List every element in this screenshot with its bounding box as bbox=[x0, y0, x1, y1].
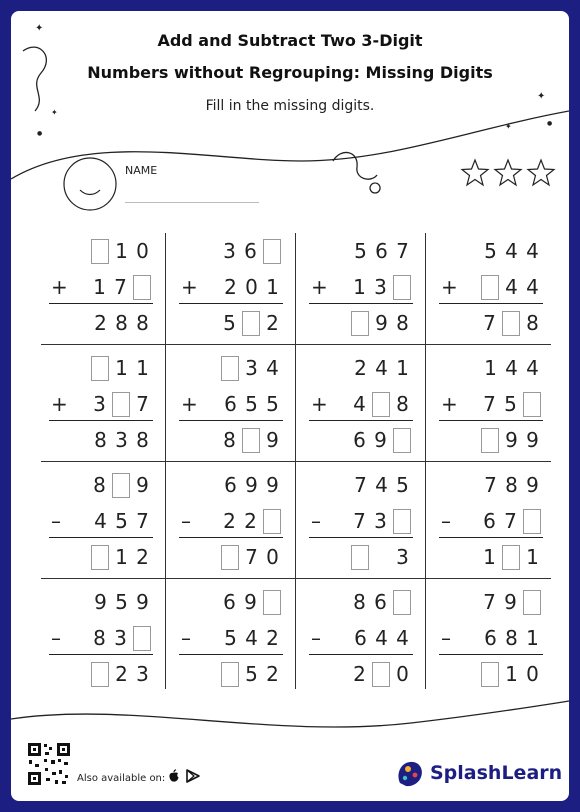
digit: 8 bbox=[93, 473, 106, 497]
result-number bbox=[221, 545, 281, 570]
answer-line bbox=[179, 303, 283, 304]
digit: 3 bbox=[223, 239, 236, 263]
digit: 1 bbox=[483, 545, 496, 569]
missing-digit-box[interactable] bbox=[523, 392, 541, 417]
missing-digit-box[interactable] bbox=[263, 590, 281, 615]
answer-line bbox=[49, 303, 153, 304]
result-number bbox=[481, 662, 541, 687]
digit: 5 bbox=[223, 311, 236, 335]
digit: 7 bbox=[504, 509, 517, 533]
digit: 5 bbox=[484, 239, 497, 263]
title-line-1: Add and Subtract Two 3-Digit bbox=[157, 31, 423, 50]
digit: 6 bbox=[484, 626, 497, 650]
answer-line bbox=[49, 420, 153, 421]
result-number bbox=[91, 662, 151, 687]
operator-sign: + bbox=[311, 275, 328, 299]
digit: 5 bbox=[504, 392, 517, 416]
digit: 9 bbox=[136, 473, 149, 497]
top-number bbox=[91, 239, 151, 264]
missing-digit-box[interactable] bbox=[351, 311, 369, 336]
svg-text:✦: ✦ bbox=[35, 23, 44, 34]
top-number bbox=[481, 590, 541, 615]
digit: 2 bbox=[223, 509, 236, 533]
digit: 8 bbox=[505, 473, 518, 497]
digit: 4 bbox=[526, 356, 539, 380]
digit: 1 bbox=[115, 239, 128, 263]
brand-name: SplashLearn bbox=[430, 762, 563, 784]
digit: 1 bbox=[115, 356, 128, 380]
digit: 9 bbox=[244, 590, 257, 614]
digit: 3 bbox=[115, 428, 128, 452]
digit: 1 bbox=[93, 275, 106, 299]
top-number bbox=[482, 473, 541, 497]
problem-5 bbox=[35, 344, 165, 461]
digit: 6 bbox=[374, 590, 387, 614]
problem-1 bbox=[35, 227, 165, 344]
digit: 4 bbox=[245, 626, 258, 650]
digit: 3 bbox=[245, 356, 258, 380]
digit: 6 bbox=[353, 428, 366, 452]
missing-digit-box[interactable] bbox=[221, 356, 239, 381]
missing-digit-box[interactable] bbox=[393, 509, 411, 534]
operator-sign: – bbox=[441, 509, 451, 533]
operator-sign: + bbox=[181, 392, 198, 416]
bottom-number bbox=[91, 275, 151, 300]
missing-digit-box[interactable] bbox=[112, 392, 130, 417]
problem-6 bbox=[165, 344, 295, 461]
digit: 6 bbox=[224, 473, 237, 497]
digit: 5 bbox=[396, 473, 409, 497]
smiley-face-icon bbox=[62, 156, 118, 212]
digit: 2 bbox=[353, 662, 366, 686]
digit: 5 bbox=[115, 590, 128, 614]
digit: 5 bbox=[245, 392, 258, 416]
result-number bbox=[481, 545, 541, 570]
digit: 7 bbox=[396, 239, 409, 263]
missing-digit-box[interactable] bbox=[523, 509, 541, 534]
digit: 7 bbox=[114, 275, 127, 299]
digit: 8 bbox=[396, 392, 409, 416]
result-number bbox=[221, 428, 281, 453]
top-number bbox=[92, 590, 151, 614]
digit: 7 bbox=[483, 590, 496, 614]
problem-8 bbox=[425, 344, 555, 461]
missing-digit-box[interactable] bbox=[393, 590, 411, 615]
digit: 3 bbox=[136, 662, 149, 686]
top-number bbox=[91, 473, 151, 498]
bottom-number bbox=[91, 626, 151, 651]
digit: 1 bbox=[484, 356, 497, 380]
problem-15 bbox=[295, 578, 425, 695]
digit: 1 bbox=[136, 356, 149, 380]
operator-sign: – bbox=[51, 509, 61, 533]
digit: 9 bbox=[245, 473, 258, 497]
problem-16 bbox=[425, 578, 555, 695]
bottom-number bbox=[481, 275, 541, 300]
digit: 0 bbox=[136, 239, 149, 263]
answer-line bbox=[49, 654, 153, 655]
result-number bbox=[481, 311, 541, 336]
digit: 9 bbox=[504, 590, 517, 614]
missing-digit-box[interactable] bbox=[502, 545, 520, 570]
digit: 8 bbox=[505, 626, 518, 650]
answer-line bbox=[49, 537, 153, 538]
digit: 7 bbox=[483, 311, 496, 335]
bottom-number bbox=[91, 392, 151, 417]
operator-sign: – bbox=[51, 626, 61, 650]
apple-icon bbox=[169, 770, 178, 782]
digit: 9 bbox=[136, 590, 149, 614]
digit: 8 bbox=[136, 428, 149, 452]
bottom-number bbox=[221, 509, 281, 534]
digit: 2 bbox=[266, 311, 279, 335]
problem-12 bbox=[425, 461, 555, 578]
problem-9 bbox=[35, 461, 165, 578]
digit: 2 bbox=[266, 626, 279, 650]
operator-sign: + bbox=[441, 392, 458, 416]
missing-digit-box[interactable] bbox=[221, 662, 239, 687]
digit: 4 bbox=[396, 626, 409, 650]
digit: 6 bbox=[354, 626, 367, 650]
result-number bbox=[92, 311, 151, 335]
digit: 5 bbox=[115, 509, 128, 533]
answer-line bbox=[179, 654, 283, 655]
missing-digit-box[interactable] bbox=[393, 428, 411, 453]
missing-digit-box[interactable] bbox=[112, 473, 130, 498]
answer-line bbox=[179, 537, 283, 538]
digit: 2 bbox=[224, 275, 237, 299]
digit: 3 bbox=[374, 509, 387, 533]
play-store-icon bbox=[187, 770, 199, 782]
digit: 4 bbox=[526, 275, 539, 299]
answer-line bbox=[439, 420, 543, 421]
top-number bbox=[482, 239, 541, 263]
digit: 0 bbox=[266, 545, 279, 569]
available-on-text: Also available on: bbox=[77, 773, 166, 784]
missing-digit-box[interactable] bbox=[242, 428, 260, 453]
top-number bbox=[221, 356, 281, 381]
operator-sign: + bbox=[51, 392, 68, 416]
digit: 7 bbox=[245, 545, 258, 569]
digit: 1 bbox=[526, 545, 539, 569]
result-number bbox=[481, 428, 541, 453]
digit: 7 bbox=[484, 473, 497, 497]
digit: 4 bbox=[375, 626, 388, 650]
digit: 5 bbox=[354, 239, 367, 263]
svg-text:✦: ✦ bbox=[51, 108, 58, 117]
name-field[interactable] bbox=[125, 202, 259, 203]
digit: 4 bbox=[526, 239, 539, 263]
digit: 1 bbox=[115, 545, 128, 569]
problem-2 bbox=[165, 227, 295, 344]
bottom-number bbox=[481, 509, 541, 534]
digit: 6 bbox=[223, 590, 236, 614]
missing-digit-box[interactable] bbox=[133, 275, 151, 300]
answer-line bbox=[309, 654, 413, 655]
problem-14 bbox=[165, 578, 295, 695]
top-number bbox=[482, 356, 541, 380]
missing-digit-box[interactable] bbox=[91, 662, 109, 687]
result-number bbox=[351, 428, 411, 453]
operator-sign: + bbox=[181, 275, 198, 299]
operator-sign: – bbox=[441, 626, 451, 650]
digit: 9 bbox=[526, 473, 539, 497]
digit bbox=[373, 545, 390, 569]
worksheet bbox=[11, 11, 569, 801]
answer-line bbox=[439, 303, 543, 304]
digit: 2 bbox=[266, 662, 279, 686]
digit: 4 bbox=[94, 509, 107, 533]
answer-line bbox=[179, 420, 283, 421]
result-number bbox=[351, 545, 411, 570]
digit: 6 bbox=[375, 239, 388, 263]
digit: 2 bbox=[354, 356, 367, 380]
digit: 7 bbox=[136, 392, 149, 416]
svg-text:✦: ✦ bbox=[505, 122, 512, 131]
digit: 1 bbox=[505, 662, 518, 686]
result-number bbox=[351, 311, 411, 336]
missing-digit-box[interactable] bbox=[372, 392, 390, 417]
answer-line bbox=[309, 420, 413, 421]
digit: 7 bbox=[483, 392, 496, 416]
bottom-number bbox=[482, 626, 541, 650]
problem-10 bbox=[165, 461, 295, 578]
bottom-number bbox=[351, 392, 411, 417]
digit: 3 bbox=[396, 545, 409, 569]
digit: 8 bbox=[353, 590, 366, 614]
digit: 7 bbox=[354, 473, 367, 497]
answer-line bbox=[439, 654, 543, 655]
digit: 8 bbox=[396, 311, 409, 335]
missing-digit-box[interactable] bbox=[393, 275, 411, 300]
digit: 4 bbox=[505, 356, 518, 380]
app-store-icons[interactable] bbox=[167, 768, 203, 784]
digit: 2 bbox=[244, 509, 257, 533]
digit: 8 bbox=[223, 428, 236, 452]
digit: 4 bbox=[375, 356, 388, 380]
digit: 4 bbox=[505, 275, 518, 299]
problem-3 bbox=[295, 227, 425, 344]
digit: 0 bbox=[245, 275, 258, 299]
bottom-number bbox=[351, 275, 411, 300]
digit: 1 bbox=[353, 275, 366, 299]
digit: 9 bbox=[266, 428, 279, 452]
operator-sign: – bbox=[181, 509, 191, 533]
digit: 6 bbox=[483, 509, 496, 533]
digit: 4 bbox=[266, 356, 279, 380]
star-icon bbox=[460, 157, 560, 189]
top-number bbox=[351, 590, 411, 615]
missing-digit-box[interactable] bbox=[91, 545, 109, 570]
missing-digit-box[interactable] bbox=[481, 275, 499, 300]
digit: 7 bbox=[353, 509, 366, 533]
result-number bbox=[221, 662, 281, 687]
digit: 1 bbox=[526, 626, 539, 650]
bottom-number bbox=[351, 509, 411, 534]
digit: 8 bbox=[94, 428, 107, 452]
digit: 6 bbox=[244, 239, 257, 263]
operator-sign: + bbox=[311, 392, 328, 416]
problem-13 bbox=[35, 578, 165, 695]
top-number bbox=[352, 239, 411, 263]
digit: 8 bbox=[136, 311, 149, 335]
problem-7 bbox=[295, 344, 425, 461]
instructions: Fill in the missing digits. bbox=[205, 98, 375, 114]
bottom-number bbox=[222, 275, 281, 299]
digit: 9 bbox=[526, 428, 539, 452]
digit: 9 bbox=[375, 311, 388, 335]
digit: 3 bbox=[374, 275, 387, 299]
top-number bbox=[91, 356, 151, 381]
result-number bbox=[92, 428, 151, 452]
missing-digit-box[interactable] bbox=[372, 662, 390, 687]
digit: 9 bbox=[374, 428, 387, 452]
operator-sign: + bbox=[51, 275, 68, 299]
name-label: NAME bbox=[125, 164, 158, 177]
problem-11 bbox=[295, 461, 425, 578]
missing-digit-box[interactable] bbox=[481, 662, 499, 687]
bottom-number bbox=[222, 392, 281, 416]
digit: 5 bbox=[224, 626, 237, 650]
missing-digit-box[interactable] bbox=[263, 239, 281, 264]
bottom-number bbox=[222, 626, 281, 650]
digit: 9 bbox=[94, 590, 107, 614]
digit: 3 bbox=[114, 626, 127, 650]
missing-digit-box[interactable] bbox=[263, 509, 281, 534]
digit: 2 bbox=[136, 545, 149, 569]
digit: 9 bbox=[505, 428, 518, 452]
digit: 6 bbox=[224, 392, 237, 416]
problems-grid bbox=[35, 227, 555, 695]
digit: 7 bbox=[136, 509, 149, 533]
digit: 4 bbox=[375, 473, 388, 497]
top-number bbox=[352, 356, 411, 380]
operator-sign: + bbox=[441, 275, 458, 299]
svg-text:●: ● bbox=[547, 120, 553, 127]
answer-line bbox=[439, 537, 543, 538]
digit: 5 bbox=[245, 662, 258, 686]
top-number bbox=[222, 473, 281, 497]
digit: 1 bbox=[396, 356, 409, 380]
missing-digit-box[interactable] bbox=[351, 545, 369, 570]
missing-digit-box[interactable] bbox=[523, 590, 541, 615]
missing-digit-box[interactable] bbox=[502, 311, 520, 336]
digit: 8 bbox=[115, 311, 128, 335]
digit: 2 bbox=[94, 311, 107, 335]
bottom-number bbox=[481, 392, 541, 417]
digit: 9 bbox=[266, 473, 279, 497]
answer-line bbox=[309, 303, 413, 304]
missing-digit-box[interactable] bbox=[481, 428, 499, 453]
top-number bbox=[352, 473, 411, 497]
splashlearn-logo-icon bbox=[394, 757, 426, 789]
digit: 3 bbox=[93, 392, 106, 416]
missing-digit-box[interactable] bbox=[242, 311, 260, 336]
digit: 0 bbox=[396, 662, 409, 686]
top-number bbox=[221, 590, 281, 615]
svg-text:●: ● bbox=[37, 130, 43, 137]
result-number bbox=[221, 311, 281, 336]
missing-digit-box[interactable] bbox=[221, 545, 239, 570]
digit: 0 bbox=[526, 662, 539, 686]
digit: 1 bbox=[266, 275, 279, 299]
missing-digit-box[interactable] bbox=[91, 239, 109, 264]
missing-digit-box[interactable] bbox=[91, 356, 109, 381]
operator-sign: – bbox=[311, 509, 321, 533]
digit: 5 bbox=[266, 392, 279, 416]
result-number bbox=[91, 545, 151, 570]
digit: 2 bbox=[115, 662, 128, 686]
problem-4 bbox=[425, 227, 555, 344]
bottom-number bbox=[352, 626, 411, 650]
title-line-2: Numbers without Regrouping: Missing Digits bbox=[87, 63, 493, 82]
top-number bbox=[221, 239, 281, 264]
result-number bbox=[351, 662, 411, 687]
digit: 8 bbox=[93, 626, 106, 650]
answer-line bbox=[309, 537, 413, 538]
operator-sign: – bbox=[181, 626, 191, 650]
digit: 8 bbox=[526, 311, 539, 335]
digit: 4 bbox=[505, 239, 518, 263]
qr-code-icon bbox=[27, 742, 71, 786]
bottom-number bbox=[92, 509, 151, 533]
missing-digit-box[interactable] bbox=[133, 626, 151, 651]
digit: 4 bbox=[353, 392, 366, 416]
operator-sign: – bbox=[311, 626, 321, 650]
svg-text:✦: ✦ bbox=[537, 91, 546, 102]
